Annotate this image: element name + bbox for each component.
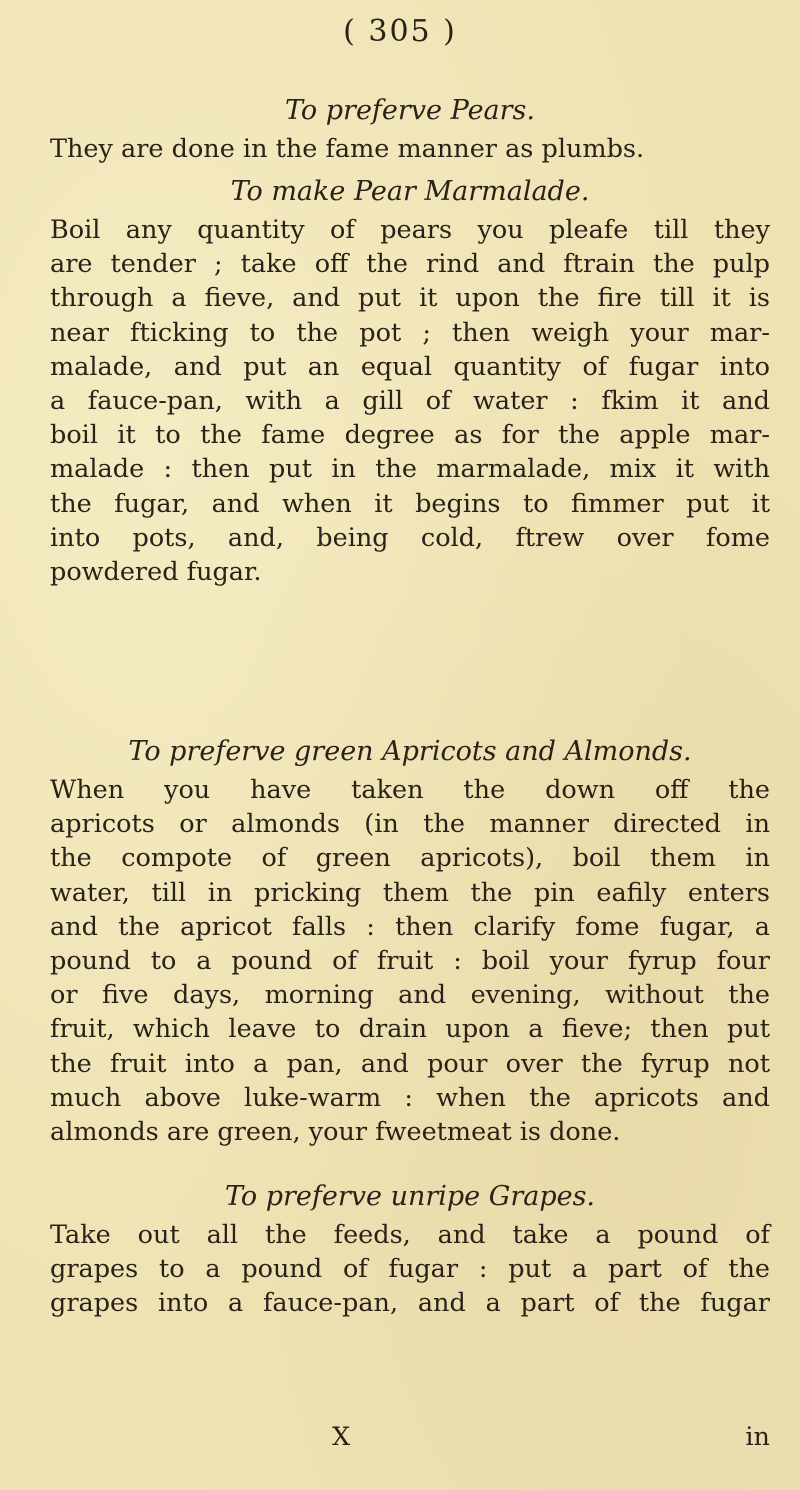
text-line: into pots, and, being cold, ftrew over fome (50, 522, 770, 553)
text-line: apricots or almonds (in the manner directed in (50, 809, 770, 840)
catchword: in (745, 1422, 770, 1452)
text-line: are tender ; take off the rind and ftrain the pulp (50, 249, 770, 280)
text-line: fruit, which leave to drain upon a fieve; then put (50, 1014, 770, 1045)
text-line: grapes into a fauce-pan, and a part of the fugar (50, 1288, 770, 1319)
text-line: the compote of green apricots), boil them in (50, 843, 770, 874)
text-line: the fruit into a pan, and pour over the fyrup not (50, 1048, 770, 1079)
page-number: ( 305 ) (343, 14, 457, 49)
section-heading: To make Pear Marmalade. (230, 176, 590, 207)
text-line: much above luke-warm : when the apricots and (50, 1082, 770, 1113)
text-line: malade, and put an equal quantity of fugar into (50, 351, 770, 382)
text-line: When you have taken the down off the (50, 775, 770, 805)
section-heading: To preferve unripe Grapes. (224, 1181, 596, 1212)
section-green-apricots-almonds (50, 735, 770, 1149)
text-line: pound to a pound of fruit : boil your fyrup four (50, 946, 770, 977)
section-pear-marmalade (50, 175, 770, 589)
signature-mark: X (332, 1422, 351, 1452)
text-line: grapes to a pound of fugar : put a part of the (50, 1254, 770, 1285)
text-line: the fugar, and when it begins to fimmer put it (50, 488, 770, 519)
text-line: malade : then put in the marmalade, mix it with (50, 454, 770, 485)
text-line: and the apricot falls : then clarify fome fugar, a (50, 911, 770, 942)
text-line: They are done in the fame manner as plumbs. (50, 134, 645, 164)
text-line: a fauce-pan, with a gill of water : fkim it and (50, 386, 770, 417)
text-line: almonds are green, your fweetmeat is done. (50, 1117, 621, 1148)
text-line: boil it to the fame degree as for the apple mar- (50, 420, 770, 451)
section-heading: To preferve green Apricots and Almonds. (128, 736, 692, 767)
text-line: Take out all the feeds, and take a pound of (50, 1220, 770, 1250)
section-heading: To preferve Pears. (285, 95, 535, 126)
text-line: near fticking to the pot ; then weigh your mar- (50, 317, 770, 348)
text-line: or five days, morning and evening, without the (50, 980, 770, 1011)
text-line: Boil any quantity of pears you pleafe till they (50, 215, 770, 245)
section-unripe-grapes (50, 1180, 770, 1321)
text-line: through a fieve, and put it upon the fire till it is (50, 283, 770, 314)
section-preserve-pears (50, 94, 770, 166)
text-line: water, till in pricking them the pin eafily enters (50, 877, 770, 908)
text-line: powdered fugar. (50, 557, 262, 588)
